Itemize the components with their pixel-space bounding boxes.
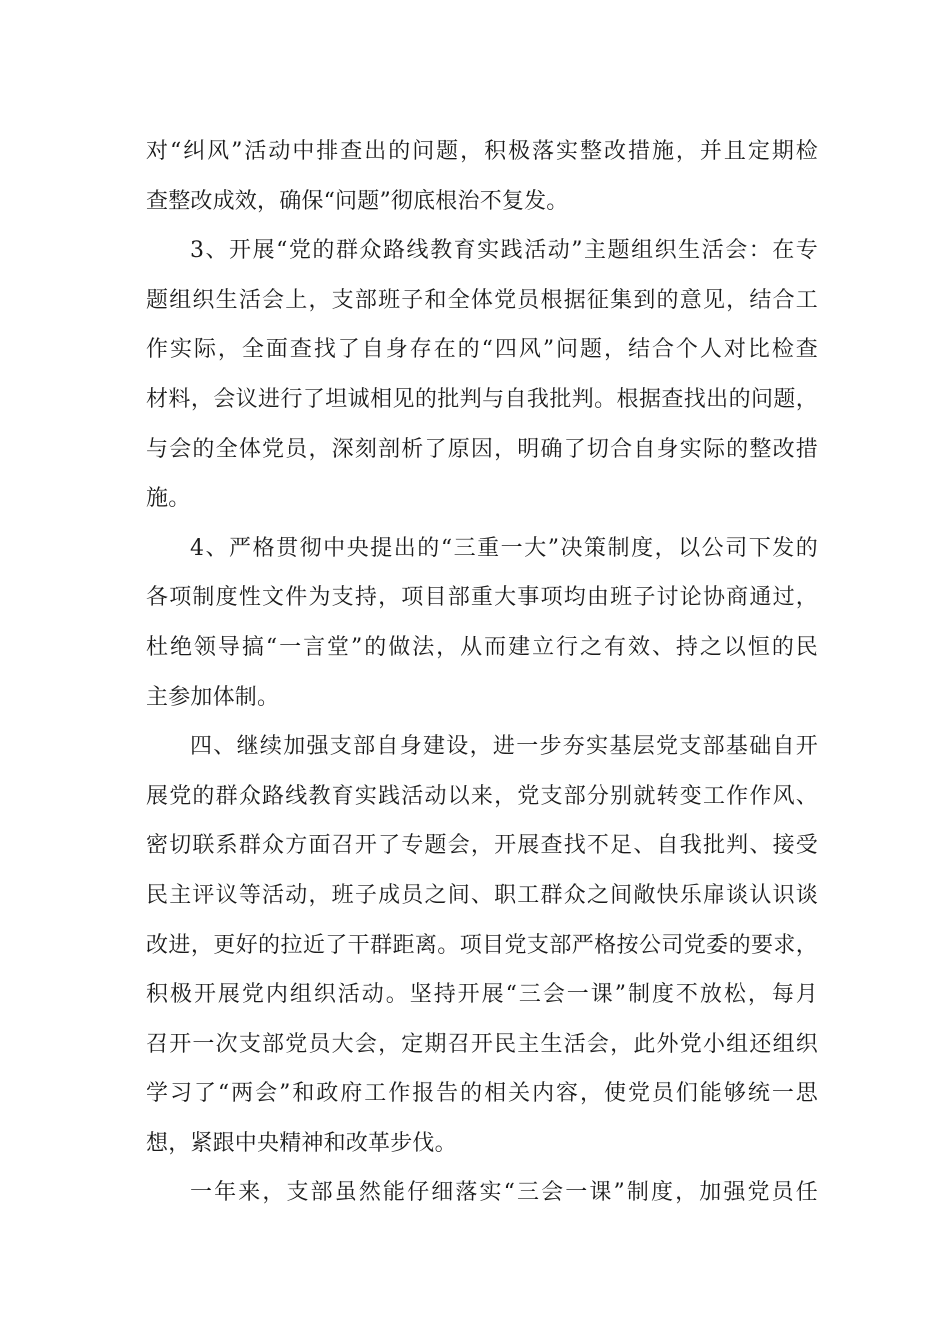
text-line: 积极开展党内组织活动。坚持开展“三会一课”制度不放松，每月 [146, 982, 818, 1008]
text-line: 学习了“两会”和政府工作报告的相关内容，使党员们能够统一思 [146, 1081, 818, 1107]
text-line: 查整改成效，确保“问题”彻底根治不复发。 [146, 188, 569, 214]
text-line: 题组织生活会上，支部班子和全体党员根据征集到的意见，结合工 [146, 287, 818, 313]
text-line: 展党的群众路线教育实践活动以来，党支部分别就转变工作作风、 [146, 783, 818, 809]
text-line: 对“纠风”活动中排查出的问题，积极落实整改措施，并且定期检 [146, 139, 818, 164]
text-line: 作实际，全面查找了自身存在的“四风”问题，结合个人对比检查 [146, 337, 818, 363]
text-line: 密切联系群众方面召开了专题会，开展查找不足、自我批判、接受 [146, 833, 818, 859]
text-line: 杜绝领导搞“一言堂”的做法，从而建立行之有效、持之以恒的民 [146, 634, 818, 660]
text-line: 一年来，支部虽然能仔细落实“三会一课”制度，加强党员任 [190, 1180, 818, 1206]
text-line: 四、继续加强支部自身建设，进一步夯实基层党支部基础自开 [190, 734, 818, 760]
text-line: 召开一次支部党员大会，定期召开民主生活会，此外党小组还组织 [146, 1031, 818, 1057]
text-line: 与会的全体党员，深刻剖析了原因，明确了切合自身实际的整改措 [146, 436, 818, 462]
text-line: 各项制度性文件为支持，项目部重大事项均由班子讨论协商通过， [146, 585, 818, 611]
text-line: 材料，会议进行了坦诚相见的批判与自我批判。根据查找出的问题， [146, 386, 818, 412]
text-line: 施。 [146, 486, 191, 512]
document-body [146, 127, 818, 1218]
text-line: 4、严格贯彻中央提出的“三重一大”决策制度，以公司下发的 [190, 535, 818, 561]
text-line: 主参加体制。 [146, 684, 280, 710]
text-line: 改进，更好的拉近了干群距离。项目党支部严格按公司党委的要求， [146, 932, 818, 958]
text-line: 想，紧跟中央精神和改革步伐。 [146, 1130, 457, 1156]
text-line: 民主评议等活动，班子成员之间、职工群众之间敞快乐扉谈认识谈 [146, 882, 818, 908]
text-line: 3、开展“党的群众路线教育实践活动”主题组织生活会：在专 [190, 238, 818, 264]
